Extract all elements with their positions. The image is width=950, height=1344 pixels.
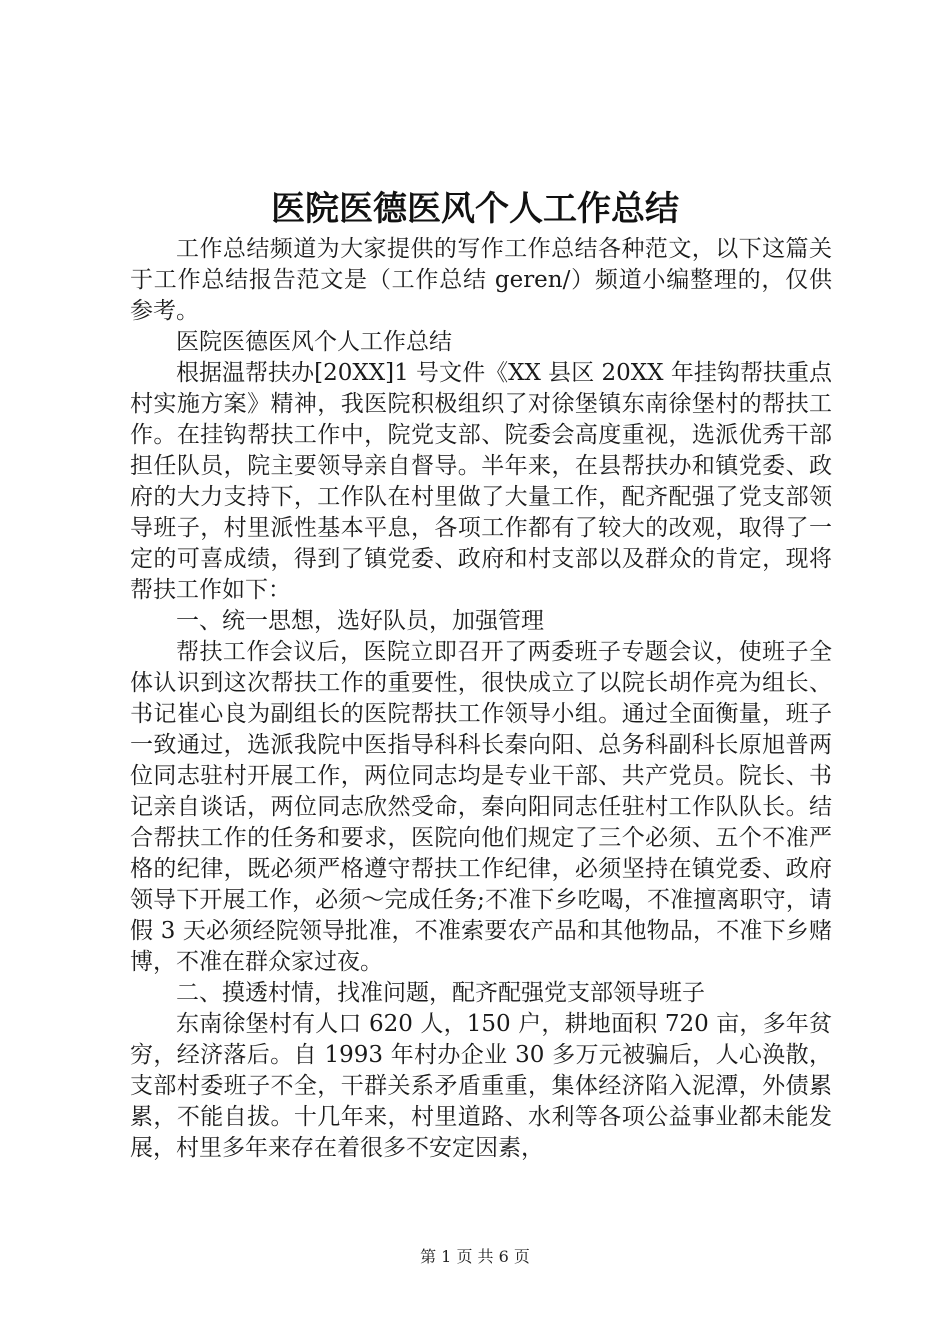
document-title: 医院医德医风个人工作总结 <box>271 189 679 229</box>
paragraph-section-1: 帮扶工作会议后，医院立即召开了两委班子专题会议，使班子全体认识到这次帮扶工作的重要性，很快成立了以院长胡作亮为组长、书记崔心良为副组长的医院帮扶工作领导小组。通过全面衡量，班子一致通过，选派我院中医指导科科长秦向阳、总务科副科长原旭普两位同志驻村开展工作，两位同志均是专业干部、共产党员。院长、书记亲自谈话，两位同志欣然受命，秦向阳同志任驻村工作队队长。结合帮扶工作的任务和要求，医院向他们规定了三个必须、五个不准严格的纪律，既必须严格遵守帮扶工作纪律，必须坚持在镇党委、政府领导下开展工作，必须～完成任务;不准下乡吃喝，不准擅离职守，请假 3 天必须经院领导批准，不准索要农产品和其他物品，不准下乡赌博，不准在群众家过夜。 <box>130 639 832 975</box>
paragraph-intro: 工作总结频道为大家提供的写作工作总结各种范文，以下这篇关于工作总结报告范文是（工作总结 geren/）频道小编整理的，仅供参考。 <box>130 236 832 324</box>
page-footer: 第 1 页 共 6 页 <box>420 1247 530 1266</box>
paragraph-subtitle: 医院医德医风个人工作总结 <box>176 329 452 355</box>
paragraph-section-2: 东南徐堡村有人口 620 人，150 户，耕地面积 720 亩，多年贫穷，经济落后。自 1993 年村办企业 30 多万元被骗后，人心涣散，支部村委班子不全，干群关系矛盾重重，集体经济陷入泥潭，外债累累，不能自拔。十几年来，村里道路、水利等各项公益事业都未能发展，村里多年来存在着很多不安定因素， <box>130 1011 832 1161</box>
paragraph-background: 根据温帮扶办[20XX]1 号文件《XX 县区 20XX 年挂钩帮扶重点村实施方案》精神，我医院积极组织了对徐堡镇东南徐堡村的帮扶工作。在挂钩帮扶工作中，院党支部、院委会高度重视，选派优秀干部担任队员，院主要领导亲自督导。半年来，在县帮扶办和镇党委、政府的大力支持下，工作队在村里做了大量工作，配齐配强了党支部领导班子，村里派性基本平息，各项工作都有了较大的改观，取得了一定的可喜成绩，得到了镇党委、政府和村支部以及群众的肯定，现将帮扶工作如下： <box>130 360 832 603</box>
section-heading-2: 二、摸透村情，找准问题，配齐配强党支部领导班子 <box>176 980 705 1006</box>
section-heading-1: 一、统一思想，选好队员，加强管理 <box>176 608 544 634</box>
document-body <box>130 234 832 1164</box>
